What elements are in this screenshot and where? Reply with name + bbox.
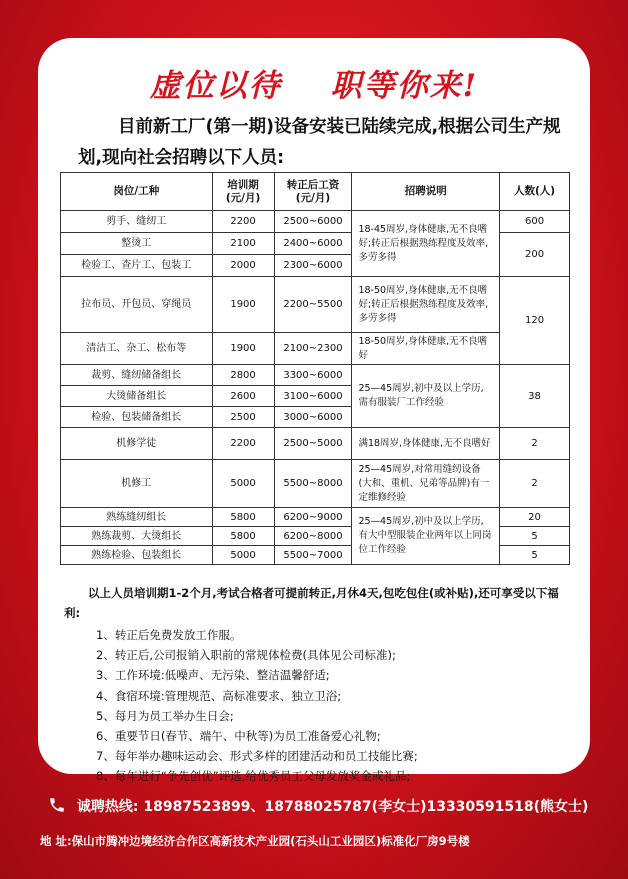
cell-position: 拉布员、开包员、穿绳员 [61, 277, 213, 333]
cell-position: 大烫储备组长 [61, 386, 213, 407]
cell-training: 5800 [212, 527, 274, 546]
table-row [61, 333, 570, 365]
cell-training: 2200 [212, 211, 274, 233]
jobs-table [60, 172, 570, 565]
table-row [61, 508, 570, 527]
header-notes: 招聘说明 [352, 173, 500, 211]
header-salary [274, 173, 352, 211]
header-training-unit: (元/月) [225, 191, 261, 204]
cell-count: 5 [500, 527, 570, 546]
address-line: 地 址:保山市腾冲边境经济合作区高新技术产业园(石头山工业园区)标准化厂房9号楼 [40, 834, 470, 848]
header-count: 人数(人) [500, 173, 570, 211]
cell-position: 检验工、查片工、包装工 [61, 255, 213, 277]
benefit-item: 6、重要节日(春节、端午、中秋等)为员工准备爱心礼物; [96, 729, 381, 744]
headline-left: 虚位以待 [149, 68, 282, 104]
table-row [61, 277, 570, 333]
headline-right: 职等你来! [330, 68, 479, 104]
benefit-item: 1、转正后免费发放工作服。 [96, 628, 242, 642]
benefit-item: 3、工作环境:低噪声、无污染、整洁温馨舒适; [96, 668, 330, 683]
cell-count: 2 [500, 460, 570, 508]
cell-training: 1900 [212, 277, 274, 333]
cell-training: 5800 [212, 508, 274, 527]
cell-salary: 2100~2300 [274, 333, 352, 365]
table-row [61, 428, 570, 460]
benefit-item: 5、每月为员工举办生日会; [96, 708, 234, 723]
cell-salary: 2200~5500 [274, 277, 352, 333]
cell-note: 18-45周岁,身体健康,无不良嗜好;转正后根据熟练程度及效率,多劳多得 [352, 211, 500, 277]
cell-position: 检验、包装储备组长 [61, 407, 213, 428]
cell-position: 熟练裁剪、大烫组长 [61, 527, 213, 546]
benefits-list [96, 625, 576, 787]
cell-count: 200 [500, 233, 570, 277]
benefit-item: 8、每年进行“争先创优”评选,给优秀员工父母发放奖金或礼品; [96, 769, 411, 784]
cell-salary: 2300~6000 [274, 255, 352, 277]
cell-training: 2600 [212, 386, 274, 407]
cell-note: 18-50周岁,身体健康,无不良嗜好 [352, 333, 500, 365]
cell-salary: 6200~8000 [274, 527, 352, 546]
header-position: 岗位/工种 [61, 173, 213, 211]
cell-training: 1900 [212, 333, 274, 365]
cell-salary: 5500~7000 [274, 546, 352, 565]
cell-position: 熟练检验、包装组长 [61, 546, 213, 565]
cell-count: 5 [500, 546, 570, 565]
cell-count: 600 [500, 211, 570, 233]
headline [38, 60, 590, 105]
contact-numbers: 18987523899、18788025787(李女士)13330591518(熊女士) [143, 799, 589, 815]
cell-position: 裁剪、缝纫储备组长 [61, 365, 213, 386]
cell-training: 5000 [212, 460, 274, 508]
cell-salary: 3100~6000 [274, 386, 352, 407]
cell-salary: 5500~8000 [274, 460, 352, 508]
benefits-lead: 以上人员培训期1-2个月,考试合格者可提前转正,月休4天,包吃包住(或补贴),还可享受以下福利: [64, 586, 559, 620]
cell-note: 25—45周岁,初中及以上学历,需有服装厂工作经验 [352, 365, 500, 428]
header-salary-label: 转正后工资 [286, 178, 340, 191]
cell-note: 18-50周岁,身体健康,无不良嗜好;转正后根据熟练程度及效率,多劳多得 [352, 277, 500, 333]
cell-salary: 2500~6000 [274, 211, 352, 233]
benefit-item: 2、转正后,公司报销入职前的常规体检费(具体见公司标准); [96, 648, 396, 663]
benefit-item: 4、食宿环境:管理规范、高标准要求、独立卫浴; [96, 688, 342, 703]
contact-hotline [48, 796, 608, 816]
cell-training: 2200 [212, 428, 274, 460]
cell-position: 熟练缝纫组长 [61, 508, 213, 527]
phone-icon [48, 796, 66, 814]
cell-position: 机修工 [61, 460, 213, 508]
cell-training: 5000 [212, 546, 274, 565]
cell-position: 机修学徒 [61, 428, 213, 460]
table-row [61, 365, 570, 386]
table-row [61, 460, 570, 508]
cell-position: 整烫工 [61, 233, 213, 255]
cell-salary: 6200~9000 [274, 508, 352, 527]
table-row [61, 211, 570, 233]
cell-position: 清洁工、杂工、松布等 [61, 333, 213, 365]
cell-training: 2100 [212, 233, 274, 255]
benefit-item: 7、每年举办趣味运动会、形式多样的团建活动和员工技能比赛; [96, 749, 418, 764]
cell-salary: 3300~6000 [274, 365, 352, 386]
cell-salary: 2500~5000 [274, 428, 352, 460]
cell-note: 25—45周岁,对常用缝纫设备(大和、重机、兄弟等品牌)有一定维修经验 [352, 460, 500, 508]
cell-note: 满18周岁,身体健康,无不良嗜好 [352, 428, 500, 460]
cell-count: 38 [500, 365, 570, 428]
cell-count: 120 [500, 277, 570, 365]
cell-training: 2500 [212, 407, 274, 428]
header-training [212, 173, 274, 211]
cell-salary: 2400~6000 [274, 233, 352, 255]
cell-count: 2 [500, 428, 570, 460]
header-salary-unit: (元/月) [295, 191, 331, 204]
content-card [38, 38, 590, 784]
cell-position: 剪手、缝纫工 [61, 211, 213, 233]
cell-training: 2000 [212, 255, 274, 277]
contact-label: 诚聘热线: [76, 799, 139, 815]
header-training-label: 培训期 [227, 178, 259, 191]
table-header-row [61, 173, 570, 211]
intro-text: 目前新工厂(第一期)设备安装已陆续完成,根据公司生产规划,现向社会招聘以下人员: [78, 117, 561, 168]
cell-training: 2800 [212, 365, 274, 386]
cell-salary: 3000~6000 [274, 407, 352, 428]
cell-note: 25—45周岁,初中及以上学历,有大中型服装企业两年以上同岗位工作经验 [352, 508, 500, 565]
cell-count: 20 [500, 508, 570, 527]
